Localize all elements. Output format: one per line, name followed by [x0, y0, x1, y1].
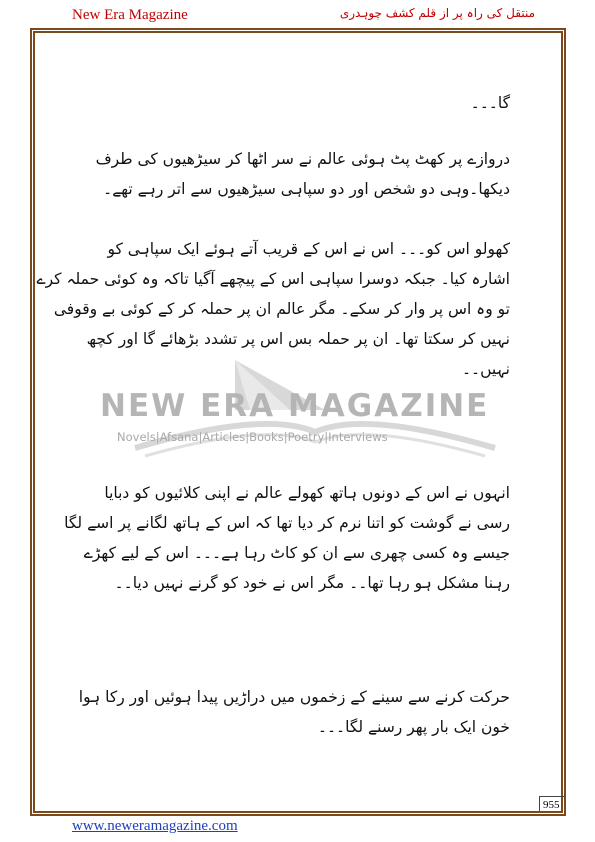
text-line: تو وہ اس پر وار کر سکے۔ مگر عالم ان پر حملہ کر کے کوئی بے وقوفی	[53, 300, 510, 318]
text-line: اشارہ کیا۔ جبکہ دوسرا سپاہی اس کے پیچھے آگیا تاکہ وہ کوئی حملہ کرے	[36, 270, 510, 288]
paragraph-4	[64, 478, 510, 598]
text-line: دروازے پر کھٹ پٹ ہوئی عالم نے سر اٹھا کر سیڑھیوں کی طرف	[95, 150, 510, 168]
paragraph-5	[78, 682, 510, 742]
paragraph-3	[36, 234, 510, 384]
paragraph-2	[85, 144, 510, 204]
magazine-name: New Era Magazine	[72, 7, 188, 23]
watermark-title: NEW ERA MAGAZINE	[100, 388, 490, 424]
watermark-tagline: Novels|Afsana|Articles|Books|Poetry|Interviews	[117, 430, 388, 444]
text-line: رہنا مشکل ہو رہا تھا۔۔ مگر اس نے خود کو گرنے نہیں دیا۔۔	[114, 574, 510, 592]
text-line: رسی نے گوشت کو اتنا نرم کر دیا تھا کہ اس کے ہاتھ لگانے پر اسے لگا	[64, 514, 510, 532]
text-line: نہیں کر سکتا تھا۔ ان پر حملہ بس اس پر تشدد بڑھائے گا اور کچھ	[86, 330, 510, 348]
page-number: 955	[539, 796, 565, 811]
text-line: نہیں۔۔	[461, 360, 510, 378]
website-link[interactable]: www.neweramagazine.com	[72, 818, 238, 834]
text-line: حرکت کرنے سے سینے کے زخموں میں دراڑیں پیدا ہوئیں اور رکا ہوا	[78, 688, 510, 706]
text-line: گا۔۔۔	[470, 94, 510, 112]
story-author: منتقل کی راہ پر از قلم کشف چوہدری	[339, 6, 535, 20]
text-line: کھولو اس کو۔۔۔ اس نے اس کے قریب آتے ہوئے ایک سپاہی کو	[107, 240, 510, 258]
text-line: جیسے وہ کسی چھری سے ان کو کاٹ رہا ہے۔۔۔ اس کے لیے کھڑے	[83, 544, 510, 562]
paragraph-1	[85, 88, 510, 118]
text-line: خون ایک بار پھر رسنے لگا۔۔۔	[317, 718, 510, 736]
text-line: دیکھا۔وہی دو شخص اور دو سپاہی سیڑھیوں سے اتر رہے تھے۔	[103, 180, 510, 198]
text-line: انہوں نے اس کے دونوں ہاتھ کھولے عالم نے اپنی کلائیوں کو دبایا	[104, 484, 510, 502]
